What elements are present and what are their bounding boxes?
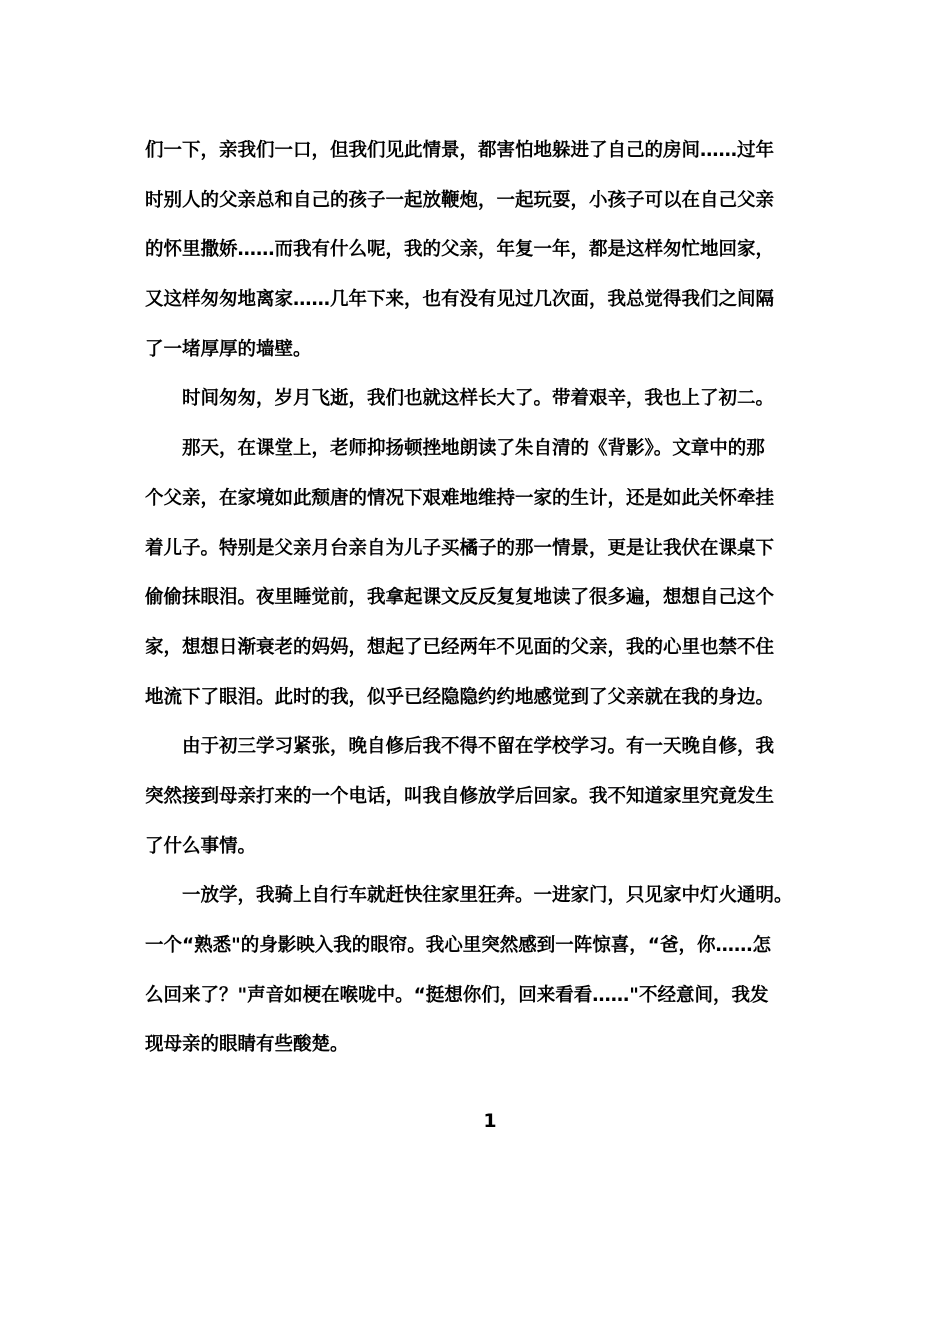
text-line: 了一堵厚厚的墙壁。: [145, 338, 312, 360]
text-line: 个父亲，在家境如此颓唐的情况下艰难地维持一家的生计，还是如此关怀牵挂: [145, 487, 775, 509]
paragraph-first-line: 由于初三学习紧张，晚自修后我不得不留在学校学习。有一天晚自修，我: [182, 736, 775, 758]
text-line: 家，想想日渐衰老的妈妈，想起了已经两年不见面的父亲，我的心里也禁不住: [145, 636, 775, 658]
paragraph-first-line: 时间匆匆，岁月飞逝，我们也就这样长大了。带着艰辛，我也上了初二。: [182, 388, 775, 410]
text-line: 了什么事情。: [145, 835, 257, 857]
text-line: 着儿子。特别是父亲月台亲自为儿子买橘子的那一情景，更是让我伏在课桌下: [145, 537, 775, 559]
text-line: 地流下了眼泪。此时的我，似乎已经隐隐约约地感觉到了父亲就在我的身边。: [145, 686, 775, 708]
text-line: 偷偷抹眼泪。夜里睡觉前，我拿起课文反反复复地读了很多遍，想想自己这个: [145, 587, 775, 609]
page-number: 1: [483, 1110, 497, 1132]
text-line: 现母亲的眼睛有些酸楚。: [145, 1034, 349, 1056]
text-line: 的怀里撒娇……而我有什么呢，我的父亲，年复一年，都是这样匆忙地回家，: [145, 239, 775, 261]
body-text: [145, 126, 807, 1070]
text-line: 突然接到母亲打来的一个电话，叫我自修放学后回家。我不知道家里究竟发生: [145, 785, 775, 807]
paragraph-first-line: 那天，在课堂上，老师抑扬顿挫地朗读了朱自清的《背影》。文章中的那: [182, 438, 765, 460]
text-line: 么回来了？"声音如梗在喉咙中。“挺想你们，回来看看……"不经意间，我发: [145, 984, 769, 1006]
text-line: 时别人的父亲总和自己的孩子一起放鞭炮，一起玩耍，小孩子可以在自己父亲: [145, 189, 775, 211]
text-line: 一个“熟悉"的身影映入我的眼帘。我心里突然感到一阵惊喜，“爸，你……怎: [145, 935, 771, 956]
paragraph-first-line: 一放学，我骑上自行车就赶快往家里狂奔。一进家门，只见家中灯火通明。: [182, 885, 793, 907]
text-line: 们一下，亲我们一口，但我们见此情景，都害怕地躲进了自己的房间……过年: [145, 140, 775, 161]
text-line: 又这样匆匆地离家……几年下来，也有没有见过几次面，我总觉得我们之间隔: [145, 289, 775, 311]
